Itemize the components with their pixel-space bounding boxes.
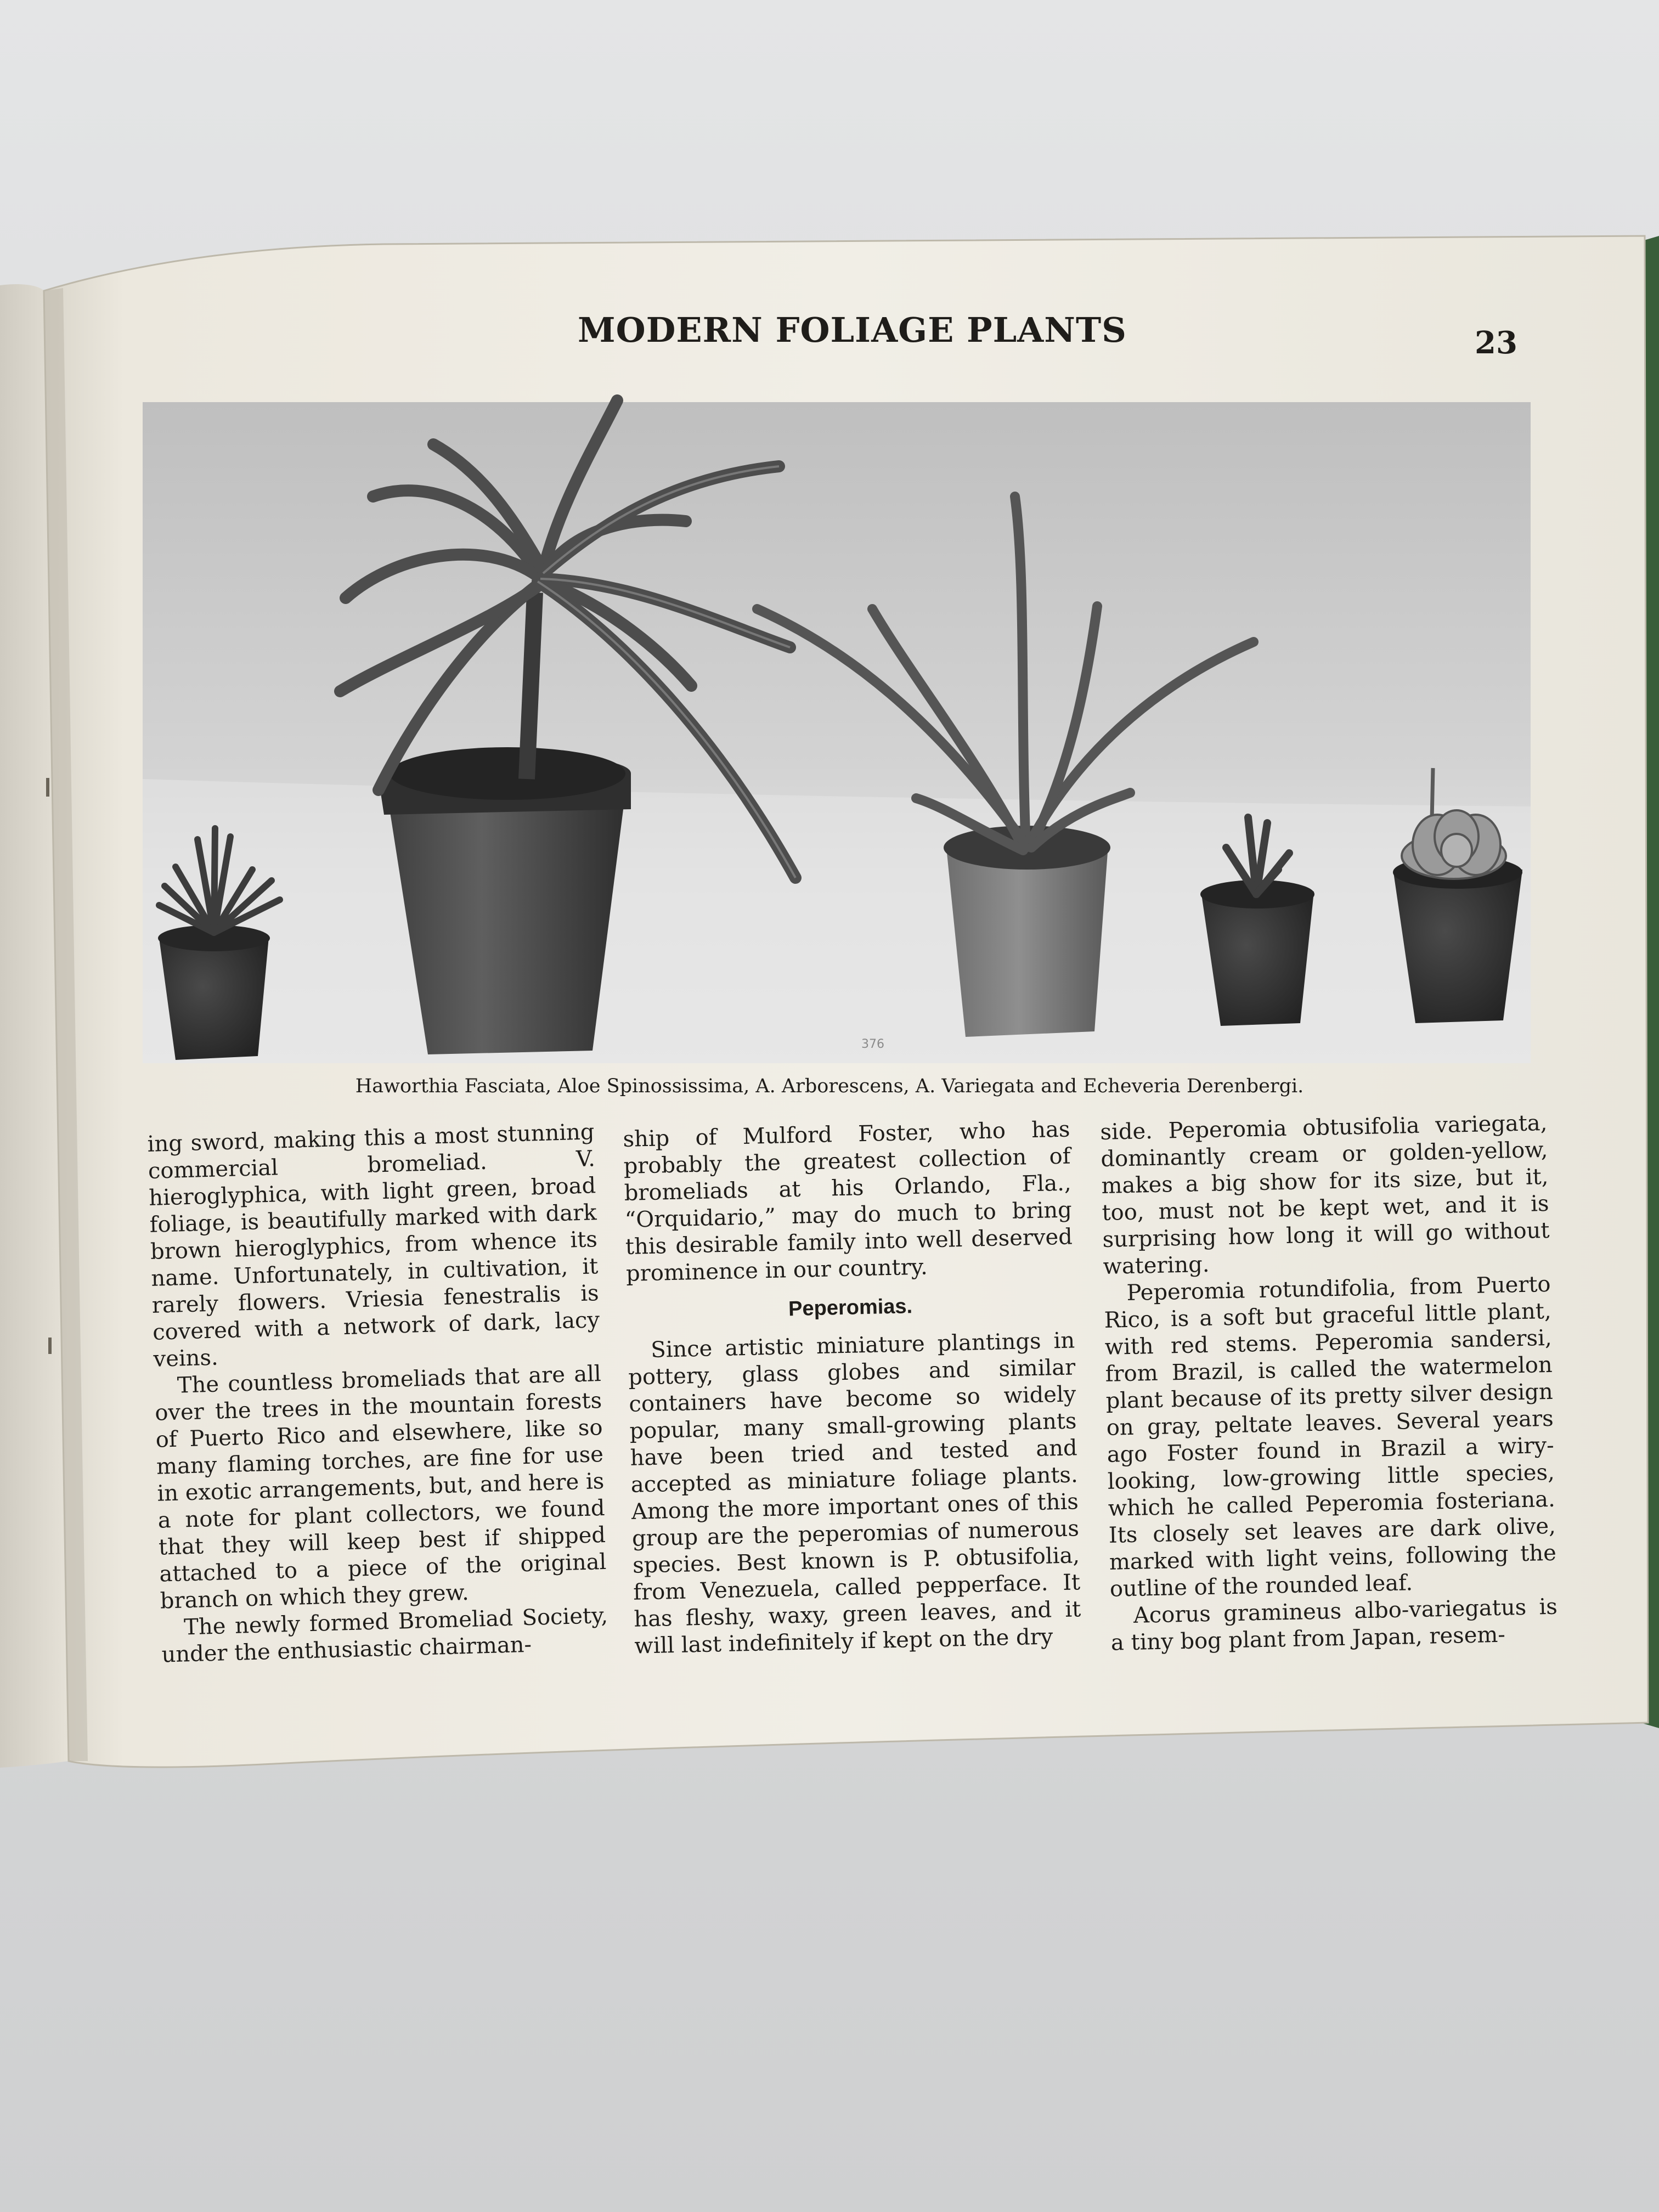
paragraph: Peperomia rotundifolia, from Puerto Rico, is a soft but graceful little plant, with red stems. Peperomia sandersi, from Brazil, is called the watermelon plant because of its pretty silver design on gray, peltate leaves. Several years ago Foster found in Brazil a wiry-looking, low-growing little species, which he called Peperomia fosteriana. Its closely set leaves are dark olive, marked with light veins, following the outline of the rounded leaf.	[1104, 1271, 1557, 1602]
text-column-1	[147, 1119, 609, 1668]
text-column-2	[623, 1116, 1082, 1660]
paragraph: The countless bromeliads that are all over the trees in the mountain forests of Puerto Rico and elsewhere, like so many flaming torches, are fine for use in exotic arrangements, but, and here is a note for plant collectors, we found that they will keep best if shipped attached to a piece of the original branch on which they grew.	[154, 1361, 607, 1614]
photo-mark: 376	[861, 1037, 884, 1051]
page-number: 23	[1475, 325, 1517, 361]
section-heading: Peperomias.	[788, 1295, 913, 1321]
paragraph: ing sword, making this a most stunning commercial bromeliad. V. hieroglyphica, with light green, broad foliage, is beautifully marked with dark brown hieroglyphics, from whence its name. Unfortunately, in cultivation, it rarely flowers. Vriesia fenestralis is covered with a network of dark, lacy veins.	[147, 1119, 600, 1372]
plant-photograph	[143, 400, 1531, 1063]
paragraph: The newly formed Bromeliad Society, under the enthusiastic chairman-	[161, 1602, 608, 1668]
paragraph: Acorus gramineus albo-variegatus is a tiny bog plant from Japan, resem-	[1110, 1594, 1558, 1656]
paragraph: ship of Mulford Foster, who has probably the greatest collection of bromeliads at his Orlando, Fla., “Orquidario,” may do much to bring this desirable family into well deserved prominence in our country.	[623, 1116, 1073, 1286]
photo-caption: Haworthia Fasciata, Aloe Spinossissima, A. Arborescens, A. Variegata and Echeveria Derenbergi.	[355, 1075, 1304, 1097]
paragraph: Since artistic miniature plantings in pottery, glass globes and similar containers have become so widely popular, many small-growing plants have been tried and tested and accepted as miniature foliage plants. Among the more important ones of this group are the peperomias of numerous species. Best known is P. obtusifolia, from Venezuela, called pepperface. It has fleshy, waxy, green leaves, and it will last indefinitely if kept on the dry	[628, 1328, 1081, 1659]
paragraph: side. Peperomia obtusifolia variegata, dominantly cream or golden-yellow, makes a big show for its size, but it, too, must not be kept wet, and it is surprising how long it will go without watering.	[1100, 1110, 1550, 1279]
page-title: MODERN FOLIAGE PLANTS	[578, 310, 1127, 350]
text-column-3	[1100, 1110, 1558, 1657]
